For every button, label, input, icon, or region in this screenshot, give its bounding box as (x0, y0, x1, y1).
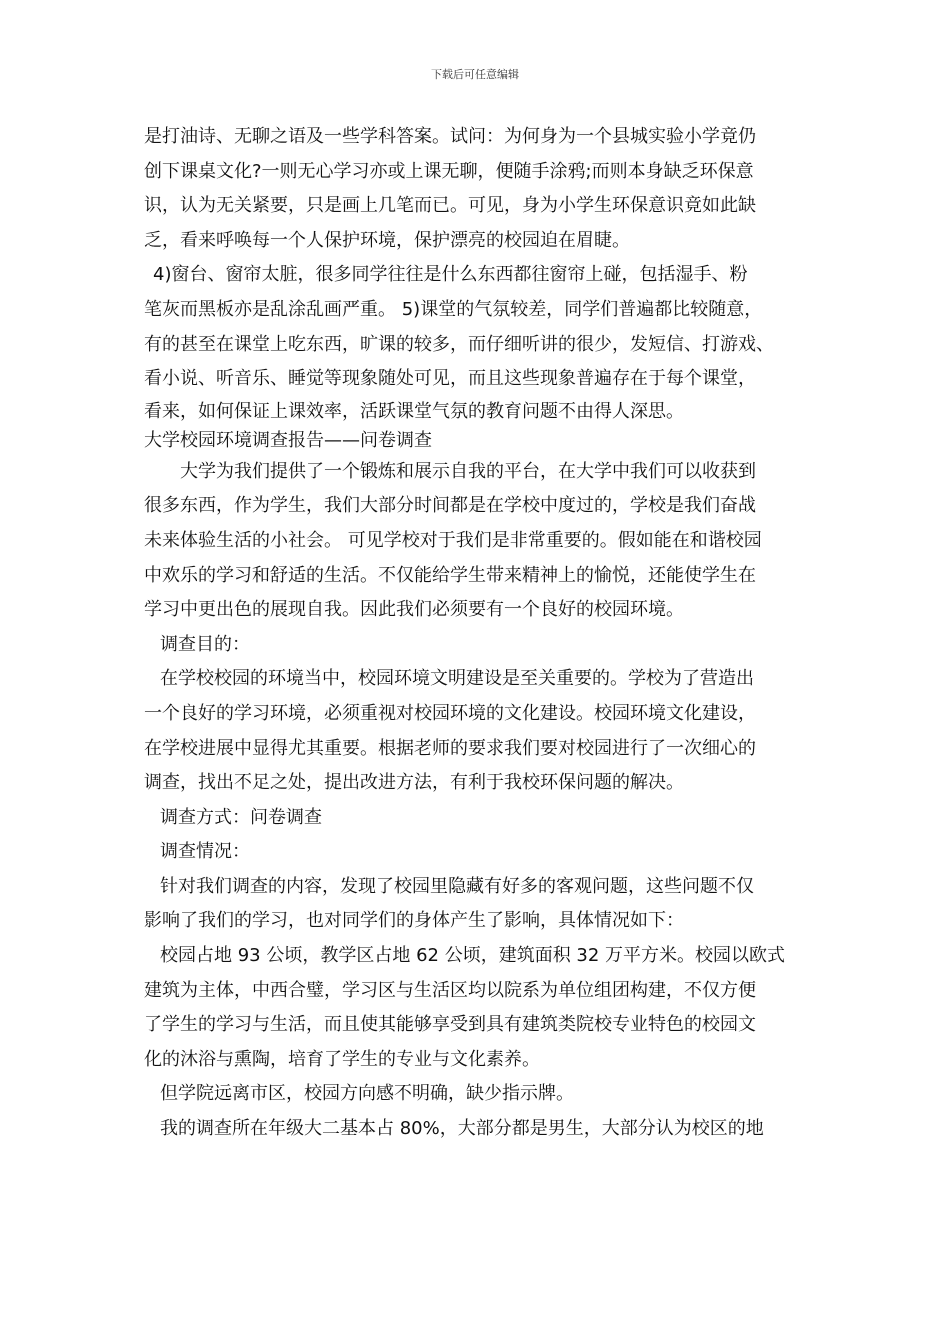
text-line: 调查，找出不足之处，提出改进方法，有利于我校环保问题的解决。 (144, 772, 684, 794)
text-line: 化的沐浴与熏陶，培育了学生的专业与文化素养。 (144, 1048, 540, 1070)
section-heading: 大学校园环境调查报告——问卷调查 (144, 429, 432, 451)
text-line: 针对我们调查的内容，发现了校园里隐藏有好多的客观问题，这些问题不仅 (160, 875, 754, 897)
text-line: 在学校校园的环境当中，校园环境文明建设是至关重要的。学校为了营造出 (160, 668, 754, 690)
text-line: 大学为我们提供了一个锻炼和展示自我的平台，在大学中我们可以收获到 (180, 460, 756, 482)
text-line: 未来体验生活的小社会。 可见学校对于我们是非常重要的。假如能在和谐校园 (144, 529, 762, 551)
text-line: 影响了我们的学习，也对同学们的身体产生了影响，具体情况如下： (144, 910, 684, 932)
text-line: 笔灰而黑板亦是乱涂乱画严重。 5)课堂的气氛较差，同学们普遍都比较随意， (144, 298, 763, 320)
text-line: 但学院远离市区，校园方向感不明确，缺少指示牌。 (160, 1083, 574, 1105)
text-line: 看小说、听音乐、睡觉等现象随处可见，而且这些现象普遍存在于每个课堂， (144, 368, 756, 390)
subheading-purpose: 调查目的： (160, 633, 250, 655)
text-line: 很多东西，作为学生，我们大部分时间都是在学校中度过的，学校是我们奋战 (144, 495, 756, 517)
text-line: 是打油诗、无聊之语及一些学科答案。试问：为何身为一个县城实验小学竟仍 (144, 126, 756, 147)
text-line: 校园占地 93 公顷，教学区占地 62 公顷，建筑面积 32 万平方米。校园以欧式 (160, 945, 786, 967)
subheading-method: 调查方式：问卷调查 (160, 806, 322, 828)
text-line: 中欢乐的学习和舒适的生活。不仅能给学生带来精神上的愉悦，还能使学生在 (144, 564, 756, 586)
subheading-situation: 调查情况： (160, 841, 250, 863)
page-header: 下载后可任意编辑 (431, 68, 519, 81)
text-line: 看来，如何保证上课效率，活跃课堂气氛的教育问题不由得人深思。 (144, 400, 684, 422)
text-line: 有的甚至在课堂上吃东西，旷课的较多，而仔细听讲的很少，发短信、打游戏、 (144, 333, 774, 355)
text-line: 创下课桌文化?一则无心学习亦或上课无聊，便随手涂鸦;而则本身缺乏环保意 (144, 160, 754, 182)
document-body (144, 120, 814, 1147)
text-line: 识，认为无关紧要，只是画上几笔而已。可见，身为小学生环保意识竟如此缺 (144, 195, 756, 217)
text-line: 学习中更出色的展现自我。因此我们必须要有一个良好的校园环境。 (144, 599, 684, 621)
text-line: 在学校进展中显得尤其重要。根据老师的要求我们要对校园进行了一次细心的 (144, 737, 756, 759)
text-line: 一个良好的学习环境，必须重视对校园环境的文化建设。校园环境文化建设， (144, 702, 756, 724)
text-line: 了学生的学习与生活，而且使其能够享受到具有建筑类院校专业特色的校园文 (144, 1014, 756, 1036)
text-line: 4)窗台、窗帘太脏，很多同学往往是什么东西都往窗帘上碰，包括湿手、粉 (153, 264, 748, 286)
text-line: 乏，看来呼唤每一个人保护环境，保护漂亮的校园迫在眉睫。 (144, 229, 630, 251)
text-line: 我的调查所在年级大二基本占 80%，大部分都是男生，大部分认为校区的地 (160, 1118, 764, 1140)
text-line: 建筑为主体，中西合璧，学习区与生活区均以院系为单位组团构建，不仅方便 (144, 979, 756, 1001)
